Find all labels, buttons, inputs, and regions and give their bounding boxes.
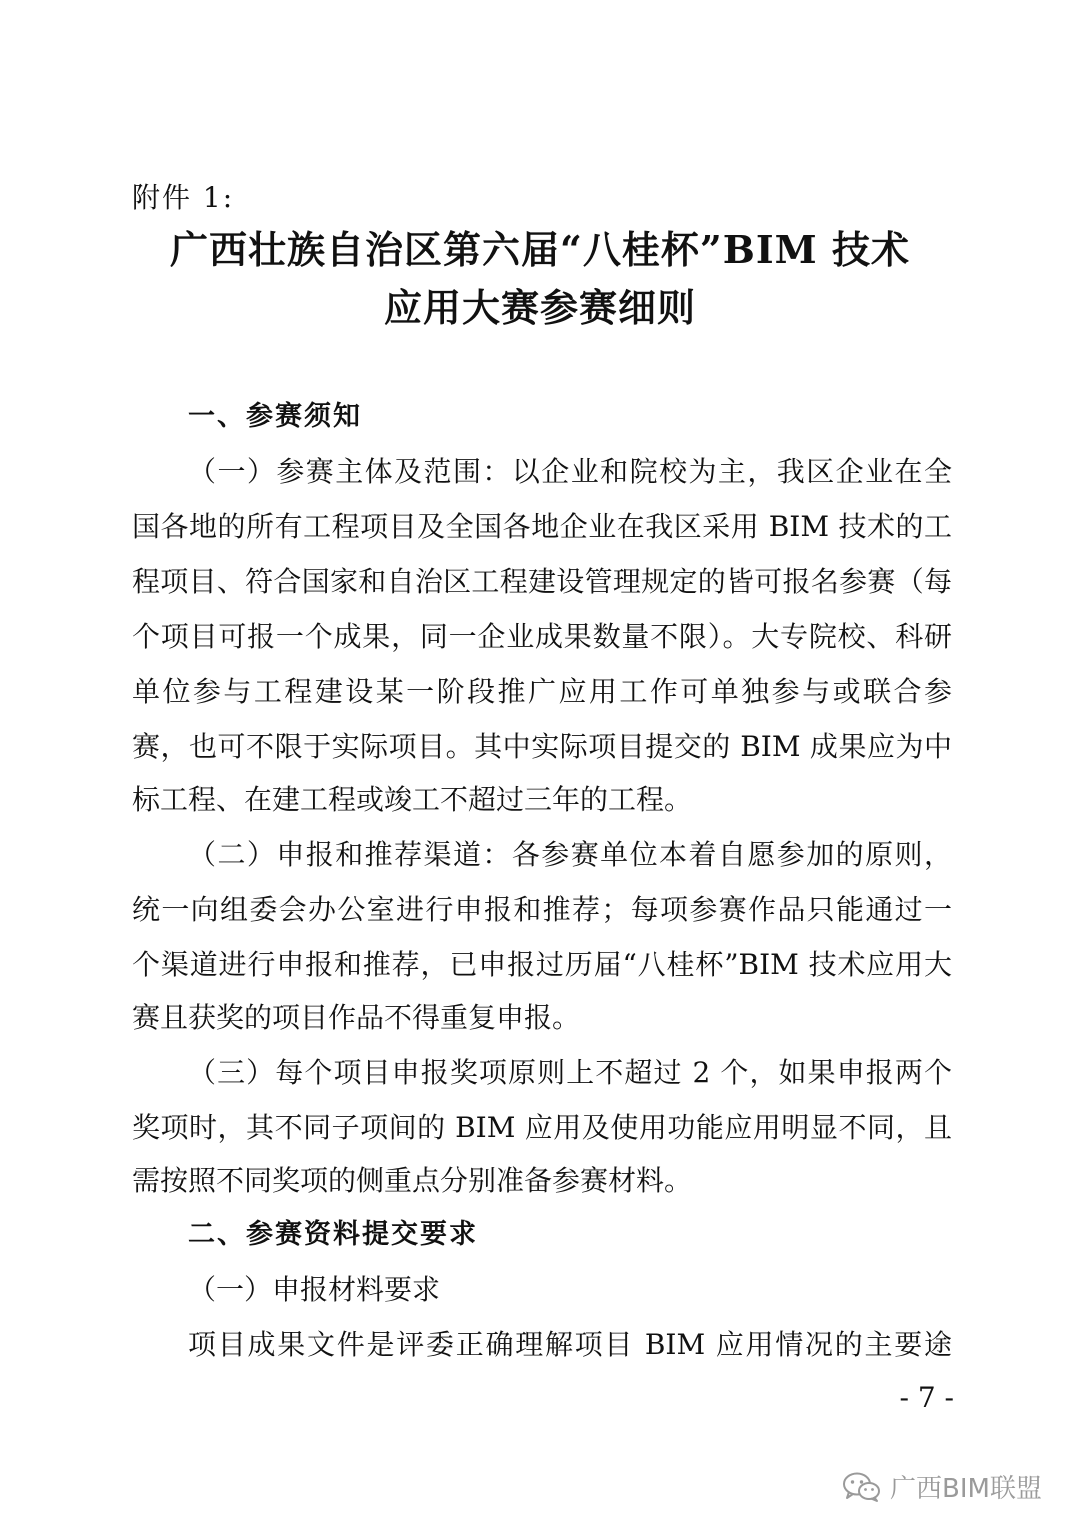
watermark-text: 广西BIM联盟 (890, 1474, 1042, 1504)
paragraph-line: 个渠道进行申报和推荐，已申报过历届“八桂杯”BIM 技术应用大 (132, 948, 952, 981)
paragraph-line: 个项目可报一个成果，同一企业成果数量不限）。大专院校、科研 (132, 620, 952, 653)
paragraph-line: 标工程、在建工程或竣工不超过三年的工程。 (132, 783, 693, 816)
attachment-label: 附件 1: (132, 181, 235, 214)
paragraph-line: （三）每个项目申报奖项原则上不超过 2 个，如果申报两个 (188, 1056, 952, 1089)
subsection-heading: （一）申报材料要求 (188, 1273, 441, 1306)
paragraph-line: 需按照不同奖项的侧重点分别准备参赛材料。 (132, 1164, 693, 1197)
document-title-line-1: 广西壮族自治区第六届“八桂杯”BIM 技术 (170, 227, 910, 272)
paragraph-line: 项目成果文件是评委正确理解项目 BIM 应用情况的主要途 (188, 1328, 952, 1361)
paragraph-line: 赛且获奖的项目作品不得重复申报。 (132, 1001, 581, 1034)
watermark (842, 1468, 1042, 1505)
document-title-line-2: 应用大赛参赛细则 (383, 285, 696, 330)
section-heading-1: 一、参赛须知 (188, 401, 362, 432)
wechat-icon (842, 1471, 882, 1503)
paragraph-line: 奖项时，其不同子项间的 BIM 应用及使用功能应用明显不同，且 (132, 1111, 952, 1144)
paragraph-line: 国各地的所有工程项目及全国各地企业在我区采用 BIM 技术的工 (132, 510, 952, 543)
paragraph-line: 程项目、符合国家和自治区工程建设管理规定的皆可报名参赛（每 (132, 565, 952, 598)
paragraph-line: （二）申报和推荐渠道：各参赛单位本着自愿参加的原则， (188, 838, 952, 871)
paragraph-line: 统一向组委会办公室进行申报和推荐；每项参赛作品只能通过一 (132, 893, 952, 926)
paragraph-line: 赛，也可不限于实际项目。其中实际项目提交的 BIM 成果应为中 (132, 730, 952, 763)
section-heading-2: 二、参赛资料提交要求 (188, 1219, 478, 1250)
paragraph-line: 单位参与工程建设某一阶段推广应用工作可单独参与或联合参 (132, 675, 952, 708)
page-number: - 7 - (899, 1381, 954, 1414)
paragraph-line: （一）参赛主体及范围：以企业和院校为主，我区企业在全 (188, 455, 952, 488)
